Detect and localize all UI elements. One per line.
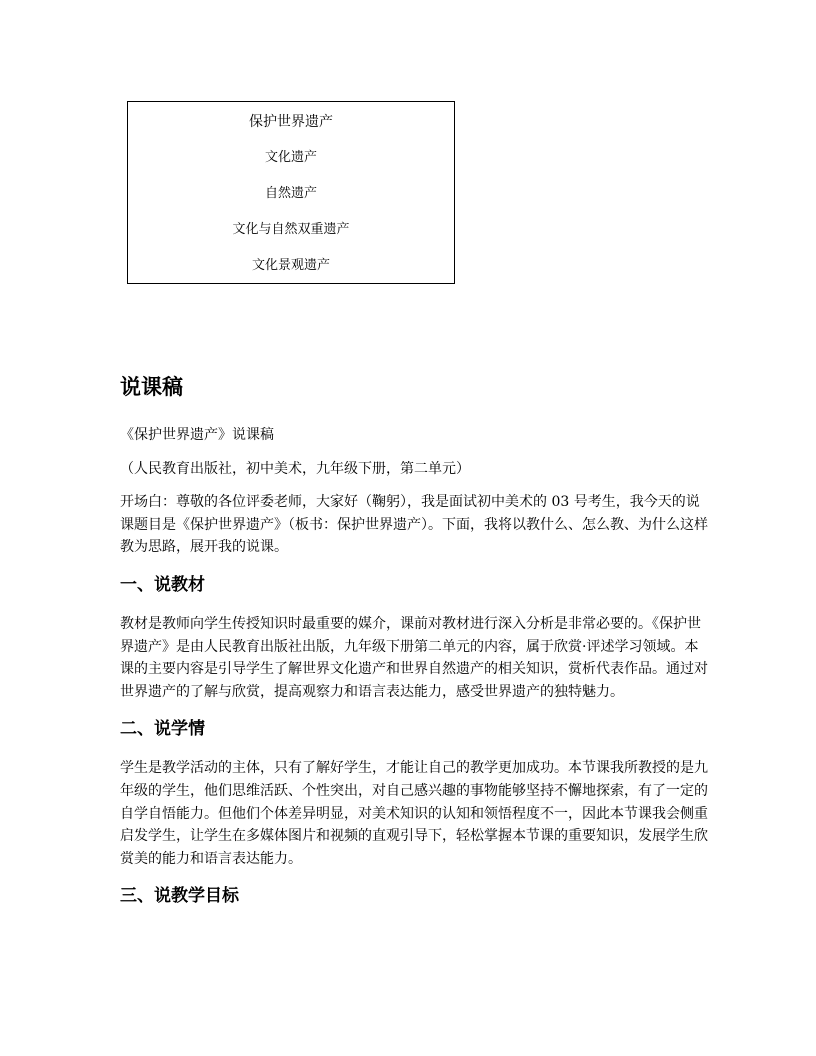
- section-heading-objectives: 三、说教学目标: [120, 886, 239, 907]
- section-body-textbook: 教材是教师向学生传授知识时最重要的媒介，课前对教材进行深入分析是非常必要的。《保护世界遗产》是由人民教育出版社出版，九年级下册第二单元的内容，属于欣赏·评述学习领域。本课的主要内容是引导学生了解世界文化遗产和世界自然遗产的相关知识，赏析代表作品。通过对世界遗产的了解与欣赏，提高观察力和语言表达能力，感受世界遗产的独特魅力。: [120, 615, 708, 700]
- section-body-students: 学生是教学活动的主体，只有了解好学生，才能让自己的教学更加成功。本节课我所教授的是九年级的学生，他们思维活跃、个性突出，对自己感兴趣的事物能够坚持不懈地探索，有了一定的自学自悟能力。但他们个体差异明显，对美术知识的认知和领悟程度不一，因此本节课我会侧重启发学生，让学生在多媒体图片和视频的直观引导下，轻松掌握本节课的重要知识，发展学生欣赏美的能力和语言表达能力。: [120, 760, 708, 867]
- course-title: 《保护世界遗产》说课稿: [120, 427, 274, 443]
- blackboard-design-box: [127, 101, 455, 284]
- board-item-mixed-heritage: 文化与自然双重遗产: [232, 222, 350, 237]
- board-title: 保护世界遗产: [249, 114, 333, 130]
- publisher-line: （人民教育出版社，初中美术，九年级下册，第二单元）: [120, 460, 470, 477]
- document-body: [120, 370, 710, 924]
- section-heading-students: 二、说学情: [120, 719, 205, 740]
- board-item-cultural-landscape: 文化景观遗产: [251, 258, 330, 273]
- opening-paragraph: 开场白：尊敬的各位评委老师，大家好（鞠躬），我是面试初中美术的 03 号考生，我今天的说课题目是《保护世界遗产》（板书：保护世界遗产）。下面，我将以教什么、怎么教、为什么这样教为思路，展开我的说课。: [120, 494, 708, 556]
- section-heading-textbook: 一、说教材: [120, 574, 205, 595]
- board-item-cultural-heritage: 文化遗产: [264, 150, 317, 165]
- board-item-natural-heritage: 自然遗产: [264, 186, 317, 201]
- document-title: 说课稿: [120, 375, 183, 399]
